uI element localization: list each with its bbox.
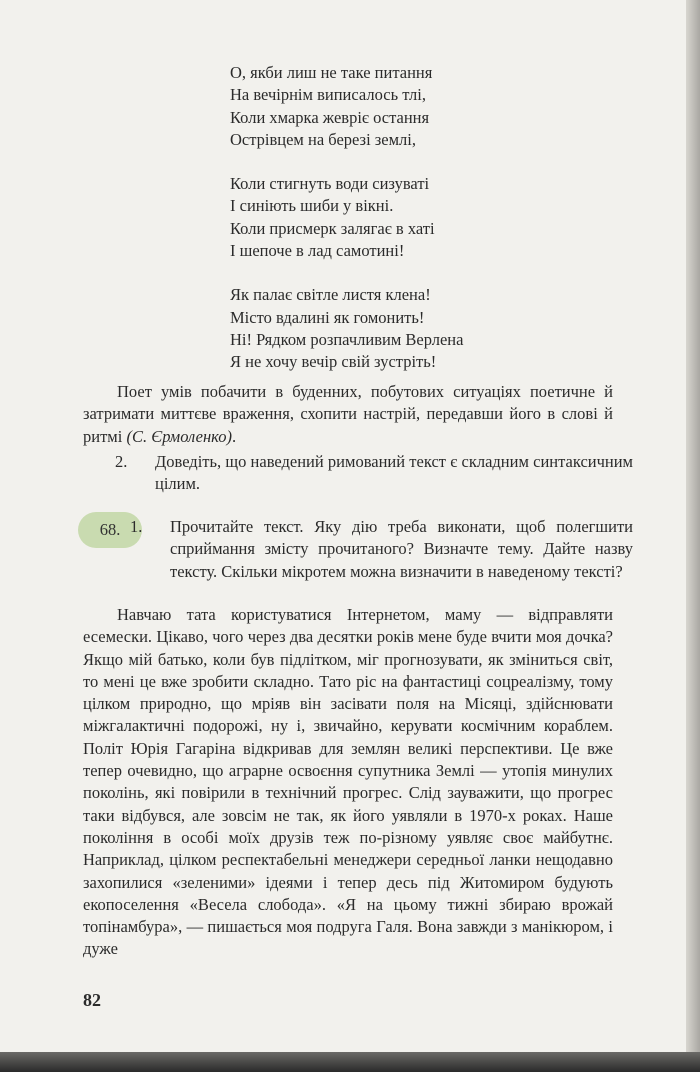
commentary-end: . bbox=[232, 426, 237, 446]
poem-line: І шепоче в лад самотині! bbox=[230, 241, 405, 261]
poem-line: Острівцем на березі землі, bbox=[230, 129, 417, 149]
commentary-text: Поет умів побачити в буденних, побутових ситуаціях поетичне й затримати миттєве враження, схопити настрій, передавши його в слові й ритмі bbox=[83, 382, 613, 446]
page-edge-shadow bbox=[686, 0, 700, 1072]
poem-line: О, якби лиш не таке питання bbox=[230, 63, 433, 82]
commentary-paragraph bbox=[83, 381, 613, 448]
task-text: Прочитайте текст. Яку дію треба виконати, щоб полегшити сприймання змісту прочитаного? Визначте тему. Дайте назву тексту. Скільки мікротем можна визначити в наведеному тексті? bbox=[170, 517, 633, 581]
task-text: Доведіть, що наведений римований текст є складним синтаксичним цілим. bbox=[155, 452, 633, 494]
task-2 bbox=[115, 451, 633, 496]
poem-line: Як палає світле листя клена! bbox=[230, 285, 431, 305]
poem-line: На вечірнім виписалось тлі, bbox=[230, 85, 426, 105]
poem-line: Коли присмерк залягає в хаті bbox=[230, 218, 435, 238]
page-bottom-edge bbox=[0, 1052, 700, 1072]
poem-line: Місто вдалині як гомонить! bbox=[230, 307, 425, 327]
poem bbox=[230, 62, 570, 396]
poem-line: І синіють шиби у вікні. bbox=[230, 196, 394, 216]
exercise-number-badge: 68. bbox=[78, 512, 142, 548]
poem-stanza bbox=[230, 284, 570, 373]
poem-stanza bbox=[230, 173, 570, 262]
poem-stanza bbox=[230, 62, 570, 151]
task-1 bbox=[130, 516, 633, 583]
poem-line: Я не хочу вечір свій зустріть! bbox=[230, 352, 437, 372]
main-text-paragraph: Навчаю тата користуватися Інтернетом, маму — відправляти есемески. Цікаво, чого через два десятки років мене буде вчити моя дочка? Якщо мій батько, коли був підлітком, міг прогнозувати, як зміниться світ, то мені це вже зробити складно. Тато ріс на фантастиці соцреалізму, тому цілком природно, що мріяв він засівати поля на Місяці, здійснювати міжгалактичні подорожі, ну і, звичайно, керувати космічним кораблем. Політ Юрія Гагаріна відкривав для землян великі перспективи. Це вже тепер очевидно, що аграрне освоєння супутника Землі — утопія минулих поколінь, які повірили в технічний прогрес. Слід зауважити, що прогрес таки відбувся, але зовсім не так, як його уявляли в 1970-х роках. Наше покоління в особі моїх друзів теж по-різному уявляє своє майбутнє. Наприклад, цілком респектабельні менеджери середньої ланки нещодавно захопилися «зеленими» ідеями і тепер десь під Житомиром будують екопоселення «Весела слобода». «Я на цьому тижні збираю врожай топінамбура», — пишається моя подруга Галя. Вона завжди з манікюром, і дуже bbox=[83, 605, 613, 959]
commentary-source: (С. Єрмоленко) bbox=[126, 426, 232, 446]
poem-line: Коли стигнуть води сизуваті bbox=[230, 174, 430, 194]
task-number: 2. bbox=[115, 452, 128, 471]
poem-line: Ні! Рядком розпачливим Верлена bbox=[230, 329, 464, 349]
poem-line: Коли хмарка жевріє остання bbox=[230, 107, 430, 127]
task-number: 1. bbox=[130, 517, 143, 536]
page-number: 82 bbox=[83, 990, 101, 1010]
